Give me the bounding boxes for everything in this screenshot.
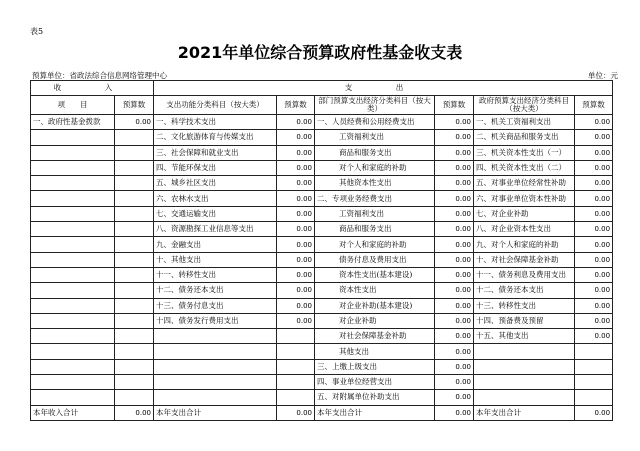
amount-cell: 0.00 — [575, 329, 613, 344]
item-cell — [31, 191, 115, 206]
amount-cell: 0.00 — [277, 115, 315, 130]
amount-cell: 0.00 — [277, 283, 315, 298]
column-header: 预算数 — [575, 96, 613, 115]
table-row — [31, 344, 613, 359]
item-cell: 十一、转移性支出 — [154, 267, 277, 282]
item-cell: 商品和服务支出 — [315, 145, 435, 160]
table-row — [31, 145, 613, 160]
amount-cell: 0.00 — [277, 160, 315, 175]
item-cell — [31, 267, 115, 282]
item-cell: 二、专项业务经费支出 — [315, 191, 435, 206]
item-cell: 一、机关工资福利支出 — [474, 115, 575, 130]
item-cell — [31, 222, 115, 237]
item-cell: 五、对事业单位经常性补助 — [474, 176, 575, 191]
item-cell — [31, 252, 115, 267]
amount-cell: 0.00 — [435, 375, 474, 390]
item-cell: 对社会保障基金补助 — [315, 329, 435, 344]
table-row — [31, 222, 613, 237]
table-row — [31, 283, 613, 298]
amount-cell: 0.00 — [277, 405, 315, 420]
item-cell: 五、对附属单位补助支出 — [315, 390, 435, 405]
item-cell: 六、农林水支出 — [154, 191, 277, 206]
amount-cell: 0.00 — [575, 252, 613, 267]
item-cell: 五、城乡社区支出 — [154, 176, 277, 191]
amount-cell: 0.00 — [575, 298, 613, 313]
amount-cell — [115, 237, 154, 252]
amount-cell: 0.00 — [575, 160, 613, 175]
amount-cell: 0.00 — [435, 405, 474, 420]
table-row — [31, 115, 613, 130]
amount-cell: 0.00 — [435, 206, 474, 221]
item-cell — [31, 390, 115, 405]
amount-cell — [575, 359, 613, 374]
amount-cell: 0.00 — [435, 283, 474, 298]
table-row — [31, 313, 613, 328]
amount-cell — [115, 359, 154, 374]
table-row — [31, 252, 613, 267]
amount-cell: 0.00 — [277, 237, 315, 252]
item-cell: 债务付息及费用支出 — [315, 252, 435, 267]
item-cell: 四、机关资本性支出（二） — [474, 160, 575, 175]
amount-cell — [575, 390, 613, 405]
item-cell: 工资福利支出 — [315, 130, 435, 145]
item-cell — [31, 237, 115, 252]
item-cell — [31, 298, 115, 313]
item-cell: 十三、债务付息支出 — [154, 298, 277, 313]
amount-cell: 0.00 — [277, 130, 315, 145]
amount-cell: 0.00 — [435, 176, 474, 191]
item-cell: 资本性支出 — [315, 283, 435, 298]
item-cell: 其他支出 — [315, 344, 435, 359]
amount-cell: 0.00 — [435, 313, 474, 328]
item-cell: 本年收入合计 — [31, 405, 115, 420]
item-cell: 工资福利支出 — [315, 206, 435, 221]
item-cell: 二、文化旅游体育与传媒支出 — [154, 130, 277, 145]
expense-section-label: 支 出 — [154, 81, 613, 96]
item-cell: 八、对企业资本性支出 — [474, 222, 575, 237]
table-row — [31, 130, 613, 145]
item-cell: 三、上缴上级支出 — [315, 359, 435, 374]
item-cell — [31, 130, 115, 145]
amount-cell — [115, 375, 154, 390]
item-cell — [154, 390, 277, 405]
item-cell: 本年支出合计 — [154, 405, 277, 420]
item-cell: 其他资本性支出 — [315, 176, 435, 191]
amount-cell: 0.00 — [435, 267, 474, 282]
item-cell — [31, 160, 115, 175]
item-cell: 对个人和家庭的补助 — [315, 237, 435, 252]
amount-cell: 0.00 — [277, 206, 315, 221]
table-row — [31, 206, 613, 221]
amount-cell: 0.00 — [277, 313, 315, 328]
item-cell: 十、对社会保障基金补助 — [474, 252, 575, 267]
amount-cell: 0.00 — [575, 267, 613, 282]
amount-cell: 0.00 — [277, 191, 315, 206]
amount-cell: 0.00 — [115, 115, 154, 130]
table-row — [31, 191, 613, 206]
item-cell: 对企业补助(基本建设) — [315, 298, 435, 313]
table-row — [31, 298, 613, 313]
amount-cell — [115, 390, 154, 405]
table-row — [31, 375, 613, 390]
item-cell: 十五、其他支出 — [474, 329, 575, 344]
amount-cell — [115, 344, 154, 359]
item-cell: 本年支出合计 — [474, 405, 575, 420]
amount-cell — [115, 252, 154, 267]
item-cell — [474, 344, 575, 359]
amount-cell: 0.00 — [435, 359, 474, 374]
item-cell: 对个人和家庭的补助 — [315, 160, 435, 175]
amount-cell: 0.00 — [575, 237, 613, 252]
amount-cell: 0.00 — [435, 115, 474, 130]
amount-cell — [115, 176, 154, 191]
budget-table — [30, 80, 613, 421]
amount-cell: 0.00 — [575, 191, 613, 206]
amount-cell: 0.00 — [435, 237, 474, 252]
item-cell — [474, 375, 575, 390]
item-cell — [31, 176, 115, 191]
amount-cell: 0.00 — [277, 176, 315, 191]
item-cell: 一、人员经费和公用经费支出 — [315, 115, 435, 130]
amount-cell: 0.00 — [277, 222, 315, 237]
column-header: 部门预算支出经济分类科目（按大类） — [315, 96, 435, 115]
table-row — [31, 160, 613, 175]
amount-cell — [115, 160, 154, 175]
item-cell: 一、政府性基金拨款 — [31, 115, 115, 130]
amount-cell: 0.00 — [575, 115, 613, 130]
amount-cell: 0.00 — [575, 313, 613, 328]
table-row — [31, 176, 613, 191]
column-header: 预算数 — [277, 96, 315, 115]
item-cell: 九、对个人和家庭的补助 — [474, 237, 575, 252]
amount-cell: 0.00 — [575, 222, 613, 237]
item-cell: 十、其他支出 — [154, 252, 277, 267]
item-cell — [154, 329, 277, 344]
item-cell — [154, 344, 277, 359]
item-cell: 六、对事业单位资本性补助 — [474, 191, 575, 206]
item-cell — [31, 145, 115, 160]
amount-cell — [277, 359, 315, 374]
amount-cell: 0.00 — [575, 130, 613, 145]
amount-cell: 0.00 — [435, 390, 474, 405]
item-cell: 对企业补助 — [315, 313, 435, 328]
item-cell: 九、金融支出 — [154, 237, 277, 252]
table-row — [31, 329, 613, 344]
item-cell: 十二、债务还本支出 — [474, 283, 575, 298]
amount-cell: 0.00 — [435, 344, 474, 359]
table-row — [31, 267, 613, 282]
amount-cell — [115, 283, 154, 298]
income-section-label: 收 入 — [31, 81, 154, 96]
amount-cell — [277, 329, 315, 344]
amount-cell: 0.00 — [575, 176, 613, 191]
item-cell: 十三、转移性支出 — [474, 298, 575, 313]
amount-cell — [575, 375, 613, 390]
item-cell — [31, 313, 115, 328]
item-cell: 八、资源勘探工业信息等支出 — [154, 222, 277, 237]
amount-cell: 0.00 — [435, 252, 474, 267]
amount-cell: 0.00 — [575, 206, 613, 221]
item-cell: 七、交通运输支出 — [154, 206, 277, 221]
item-cell: 十四、预备费及预留 — [474, 313, 575, 328]
amount-cell: 0.00 — [575, 405, 613, 420]
item-cell: 二、机关商品和服务支出 — [474, 130, 575, 145]
item-cell — [31, 375, 115, 390]
amount-cell: 0.00 — [277, 267, 315, 282]
column-header: 支出功能分类科目（按大类） — [154, 96, 277, 115]
amount-cell: 0.00 — [115, 405, 154, 420]
item-cell: 十四、债务发行费用支出 — [154, 313, 277, 328]
amount-cell: 0.00 — [435, 160, 474, 175]
column-header: 项 目 — [31, 96, 115, 115]
amount-cell: 0.00 — [435, 329, 474, 344]
amount-cell — [115, 130, 154, 145]
column-header: 预算数 — [435, 96, 474, 115]
item-cell: 一、科学技术支出 — [154, 115, 277, 130]
table-row — [31, 390, 613, 405]
item-cell — [31, 344, 115, 359]
table-row — [31, 237, 613, 252]
amount-cell — [115, 298, 154, 313]
item-cell — [31, 359, 115, 374]
amount-cell — [115, 267, 154, 282]
amount-cell — [115, 145, 154, 160]
item-cell: 七、对企业补助 — [474, 206, 575, 221]
section-header-row — [31, 81, 613, 96]
amount-cell: 0.00 — [435, 130, 474, 145]
table-row — [31, 359, 613, 374]
amount-cell: 0.00 — [435, 191, 474, 206]
amount-cell: 0.00 — [277, 298, 315, 313]
amount-cell: 0.00 — [435, 298, 474, 313]
amount-cell: 0.00 — [575, 145, 613, 160]
amount-cell: 0.00 — [277, 145, 315, 160]
currency-unit-label: 单位：元 — [588, 71, 618, 80]
item-cell: 四、节能环保支出 — [154, 160, 277, 175]
amount-cell — [277, 375, 315, 390]
item-cell: 四、事业单位经营支出 — [315, 375, 435, 390]
item-cell: 商品和服务支出 — [315, 222, 435, 237]
amount-cell — [277, 390, 315, 405]
amount-cell — [115, 313, 154, 328]
item-cell — [154, 375, 277, 390]
amount-cell — [575, 344, 613, 359]
amount-cell — [115, 191, 154, 206]
amount-cell — [277, 344, 315, 359]
amount-cell — [115, 329, 154, 344]
item-cell: 十一、债务利息及费用支出 — [474, 267, 575, 282]
amount-cell — [115, 206, 154, 221]
item-cell: 三、机关资本性支出（一） — [474, 145, 575, 160]
item-cell: 三、社会保障和就业支出 — [154, 145, 277, 160]
item-cell — [154, 359, 277, 374]
item-cell: 资本性支出(基本建设) — [315, 267, 435, 282]
column-header-row — [31, 96, 613, 115]
amount-cell — [115, 222, 154, 237]
item-cell — [31, 206, 115, 221]
item-cell — [31, 283, 115, 298]
amount-cell: 0.00 — [575, 283, 613, 298]
item-cell — [474, 390, 575, 405]
item-cell: 本年支出合计 — [315, 405, 435, 420]
column-header: 政府预算支出经济分类科目（按大类） — [474, 96, 575, 115]
form-number: 表5 — [30, 27, 44, 36]
total-row — [31, 405, 613, 420]
item-cell — [474, 359, 575, 374]
item-cell: 十二、债务还本支出 — [154, 283, 277, 298]
item-cell — [31, 329, 115, 344]
column-header: 预算数 — [115, 96, 154, 115]
page-title: 2021年单位综合预算政府性基金收支表 — [177, 43, 463, 62]
budget-unit-label: 预算单位：省政法综合信息网络管理中心 — [32, 71, 167, 80]
amount-cell: 0.00 — [277, 252, 315, 267]
amount-cell: 0.00 — [435, 145, 474, 160]
amount-cell: 0.00 — [435, 222, 474, 237]
